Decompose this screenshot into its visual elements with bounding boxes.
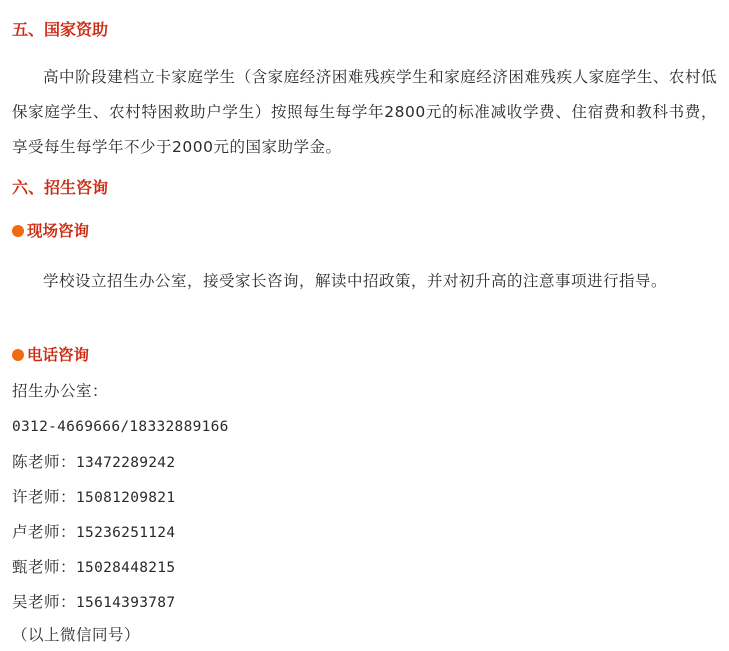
- contact-name: 陈老师：: [12, 453, 77, 471]
- contact-row: [12, 452, 175, 473]
- contact-number: 15028448215: [76, 560, 176, 576]
- contact-row: [12, 522, 175, 543]
- contact-row: [12, 557, 175, 578]
- admission-office-label: 招生办公室：: [12, 382, 109, 400]
- subheading-onsite-consult: [12, 221, 89, 241]
- subheading-phone-consult: [12, 345, 89, 365]
- bullet-dot-icon: [12, 225, 24, 237]
- phone-consult-label: 电话咨询: [27, 346, 90, 364]
- contact-name: 甄老师：: [12, 558, 77, 576]
- national-aid-paragraph: 高中阶段建档立卡家庭学生（含家庭经济困难残疾学生和家庭经济困难残疾人家庭学生、农村低保家庭学生、农村特困救助户学生）按照每生每学年2800元的标准减收学费、住宿费和教科书费，享受每生每学年不少于2000元的国家助学金。: [12, 68, 717, 156]
- section-heading-admission-consult: 六、招生咨询: [12, 178, 109, 197]
- contact-row: [12, 487, 175, 508]
- section-heading-national-aid: 五、国家资助: [12, 20, 109, 39]
- onsite-consult-paragraph: 学校设立招生办公室，接受家长咨询，解读中招政策，并对初升高的注意事项进行指导。: [43, 272, 668, 290]
- contact-name: 卢老师：: [12, 523, 77, 541]
- admission-office-numbers: 0312-4669666/18332889166: [12, 419, 229, 435]
- onsite-consult-label: 现场咨询: [27, 222, 90, 240]
- contact-row: [12, 592, 175, 613]
- contact-number: 15614393787: [76, 595, 176, 611]
- contact-number: 15236251124: [76, 525, 176, 541]
- contact-number: 13472289242: [76, 455, 176, 471]
- contact-number: 15081209821: [76, 490, 176, 506]
- bullet-dot-icon: [12, 349, 24, 361]
- contact-name: 许老师：: [12, 488, 77, 506]
- contact-name: 吴老师：: [12, 593, 77, 611]
- wechat-note: （以上微信同号）: [12, 626, 141, 644]
